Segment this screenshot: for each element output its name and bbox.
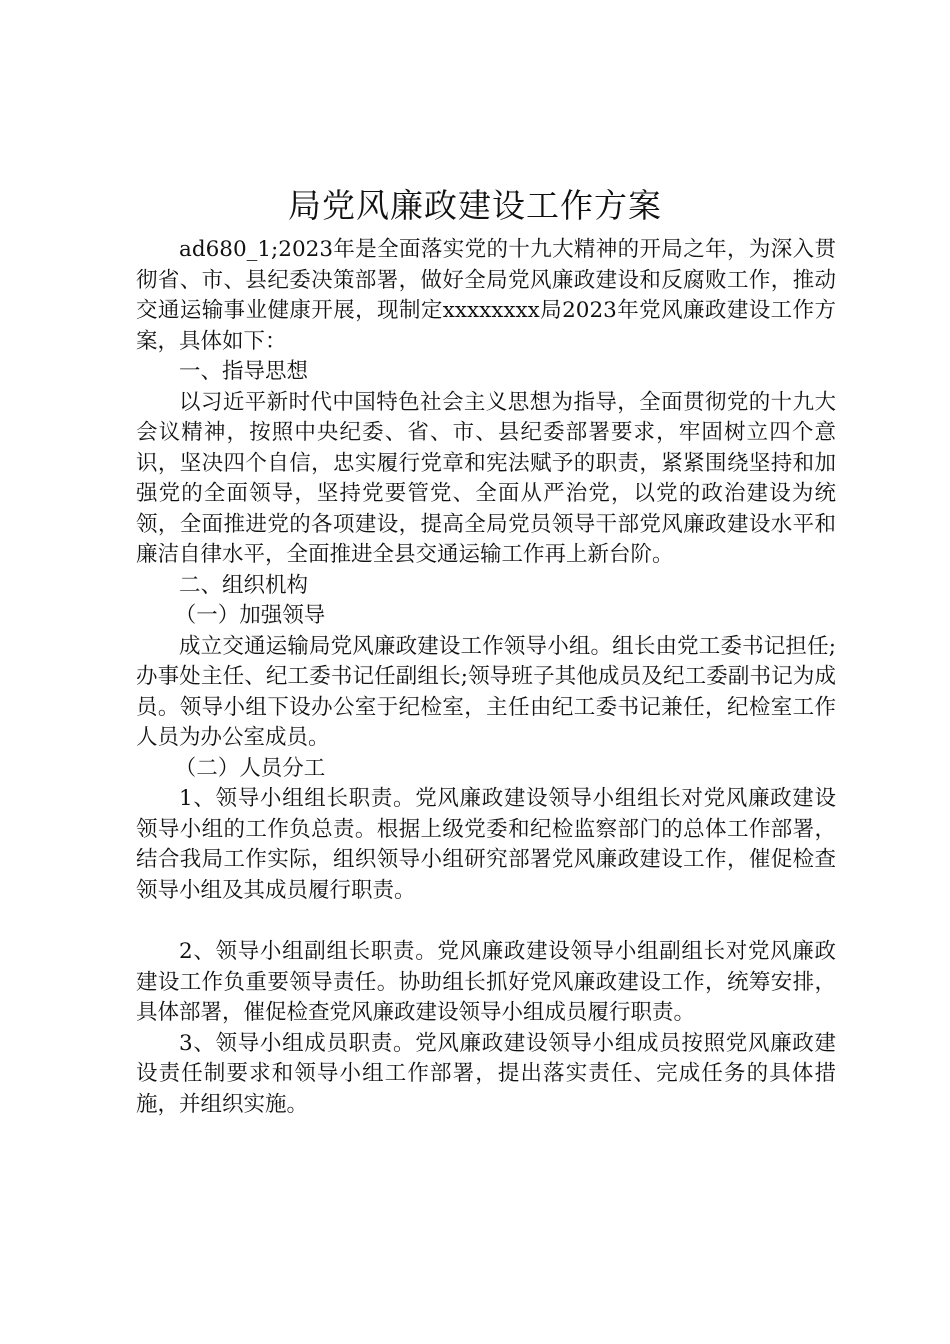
document-body [136, 235, 836, 1120]
subsection-heading-leadership: （一）加强领导 [174, 603, 326, 628]
guiding-thought-paragraph: 以习近平新时代中国特色社会主义思想为指导，全面贯彻党的十九大会议精神，按照中央纪委、省、市、县纪委部署要求，牢固树立四个意识，坚决四个自信，忠实履行党章和宪法赋予的职责，紧紧围绕坚持和加强党的全面领导，坚持党要管党、全面从严治党，以党的政治建设为统领，全面推进党的各项建设，提高全局党员领导干部党风廉政建设水平和廉洁自律水平，全面推进全县交通运输工作再上新台阶。 [136, 389, 836, 567]
leader-duty-paragraph: 1、领导小组组长职责。党风廉政建设领导小组组长对党风廉政建设领导小组的工作负总责。根据上级党委和纪检监察部门的总体工作部署，结合我局工作实际，组织领导小组研究部署党风廉政建设工作，催促检查领导小组及其成员履行职责。 [136, 786, 836, 903]
document-title: 局党风廉政建设工作方案 [288, 186, 662, 225]
leadership-paragraph: 成立交通运输局党风廉政建设工作领导小组。组长由党工委书记担任;办事处主任、纪工委书记任副组长;领导班子其他成员及纪工委副书记为成员。领导小组下设办公室于纪检室，主任由纪工委书记兼任，纪检室工作人员为办公室成员。 [136, 633, 836, 750]
deputy-leader-duty-paragraph: 2、领导小组副组长职责。党风廉政建设领导小组副组长对党风廉政建设工作负重要领导责任。协助组长抓好党风廉政建设工作，统筹安排，具体部署，催促检查党风廉政建设领导小组成员履行职责。 [136, 939, 836, 1025]
paragraph-spacer [136, 906, 836, 937]
intro-paragraph: ad680_1;2023年是全面落实党的十九大精神的开局之年，为深入贯彻省、市、县纪委决策部署，做好全局党风廉政建设和反腐败工作，推动交通运输事业健康开展，现制定xxxxxxxx局2023年党风廉政建设工作方案，具体如下： [136, 237, 836, 354]
subsection-heading-division-of-labor: （二）人员分工 [174, 755, 326, 781]
section-heading-organization: 二、组织机构 [179, 572, 309, 598]
member-duty-paragraph: 3、领导小组成员职责。党风廉政建设领导小组成员按照党风廉政建设责任制要求和领导小组工作部署，提出落实责任、完成任务的具体措施，并组织实施。 [136, 1030, 836, 1117]
section-heading-guiding-thought: 一、指导思想 [179, 359, 309, 384]
